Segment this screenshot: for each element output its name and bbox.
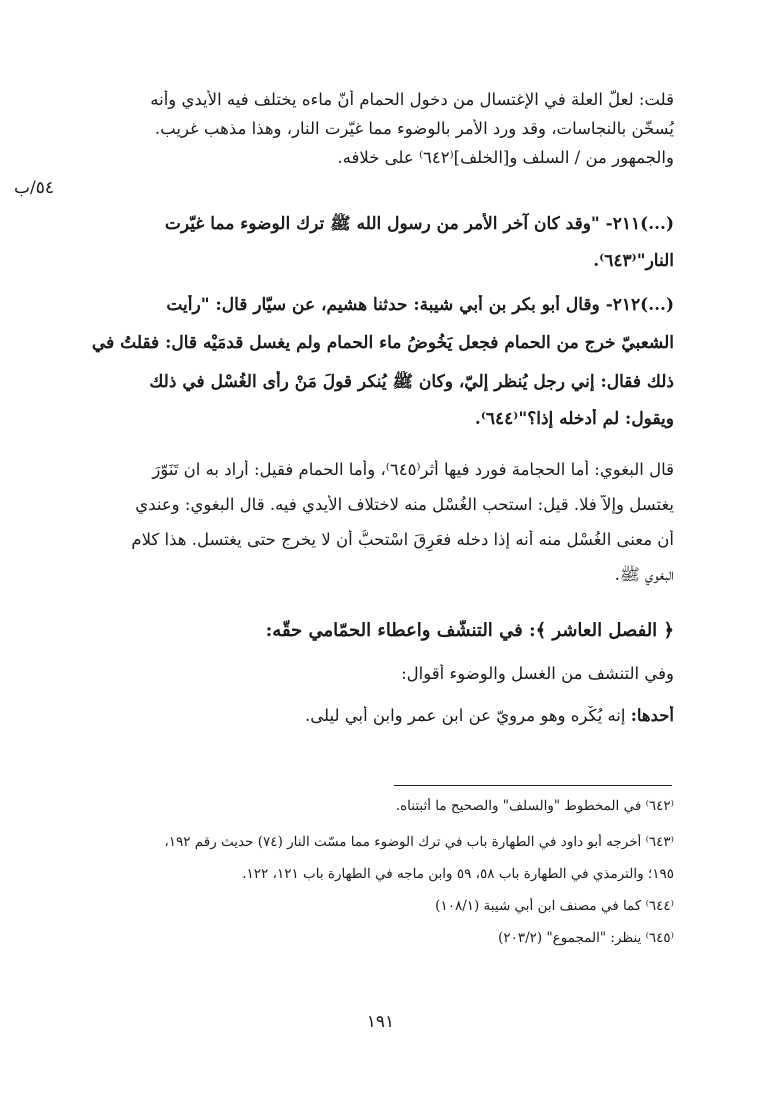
text-line: ويقول: لم أدخله إذا؟"⁽٦٤٤⁾. (474, 409, 674, 429)
text-line: يغتسل وإلاّ فلا. قيل: استحب الغُسْل منه لاختلاف الأيدي فيه. قال البغوي: وعندي (135, 495, 674, 514)
first-opinion-text: إنه يُكْره وهو مرويّ عن ابن عمر وابن أبي ليلى. (305, 706, 631, 725)
page-number: ١٩١ (366, 1012, 395, 1032)
section-intro (82, 664, 674, 683)
text-line: البغوي ﷺ. (614, 565, 674, 584)
first-opinion-label: أحدها: (630, 706, 674, 725)
footnote-642: ⁽٦٤٢⁾ في المخطوط "والسلف" والصحيح ما أثبتناه. (395, 798, 674, 814)
text-line: (...)٢١٢- وقال أبو بكر بن أبي شيبة: حدثنا هشيم، عن سيّار قال: "رأيت (166, 295, 674, 315)
text-line: ذلك فقال: إني رجل يُنظر إليّ، وكان ﷺ يُنكر قولَ مَنْ رأى الغُسْل في ذلك (149, 372, 674, 392)
paragraph-commentary (82, 90, 674, 177)
text-line: قال البغوي: أما الحجامة فورد فيها أثر⁽٦٤٥⁾، وأما الحمام فقيل: أراد به ان تَنَوّرَ (152, 460, 674, 479)
folio-margin-note: ٥٤/ب (14, 178, 54, 198)
paragraph-hadith-211 (82, 213, 674, 281)
paragraph-baghawi (82, 460, 674, 600)
paragraph-hadith-212 (82, 295, 674, 439)
first-opinion (82, 706, 674, 725)
text-line: قلت: لعلّ العلة في الإغتسال من دخول الحمام أنّ ماءه يختلف فيه الأيدي وأنه (150, 90, 674, 109)
section-heading-text: ﴿ الفصل العاشر ﴾: في التنشّف واعطاء الحمّامي حقّه: (265, 620, 674, 641)
text-line: أن معنى الغُسْل منه أنه إذا دخله فعَرِقَ اسْتحبُّ أن لا يخرج حتى يغتسل. هذا كلام (131, 530, 674, 549)
footnote-643: ⁽٦٤٣⁾ أخرجه أبو داود في الطهارة باب في ترك الوضوء مما مسّت النار (٧٤) حديث رقم ١٩٢، (164, 834, 674, 850)
footnote-divider (394, 785, 672, 786)
text-line: النار"⁽٦٤٣⁾. (593, 251, 674, 271)
footnote-643-continued: ١٩٥؛ والترمذي في الطهارة باب ٥٨، ٥٩ وابن ماجه في الطهارة باب ١٢١، ١٢٢. (242, 866, 674, 882)
text-line: (...)٢١١- "وقد كان آخر الأمر من رسول الله ﷺ ترك الوضوء مما غيّرت (164, 214, 674, 234)
text-line: يُسخّن بالنجاسات، وقد ورد الأمر بالوضوء مما غيّرت النار، وهذا مذهب غريب. (154, 119, 674, 138)
text-line: الشعبيّ خرج من الحمام فجعل يَخُوضُ ماء الحمام ولم يغسل قدمَيْه قال: فقلتُ في (91, 333, 674, 353)
footnote-645: ⁽٦٤٥⁾ ينظر: "المجموع" (٢٠٣/٢) (498, 930, 674, 946)
text-line: والجمهور من / السلف و[الخلف]⁽٦٤٢⁾ على خلافه. (337, 148, 674, 167)
footnote-644: ⁽٦٤٤⁾ كما في مصنف ابن أبي شيبة (١٠٨/١) (435, 898, 674, 914)
section-intro-text: وفي التنشف من الغسل والوضوء أقوال: (401, 664, 674, 683)
first-opinion-line (82, 706, 674, 725)
section-heading (82, 620, 674, 641)
